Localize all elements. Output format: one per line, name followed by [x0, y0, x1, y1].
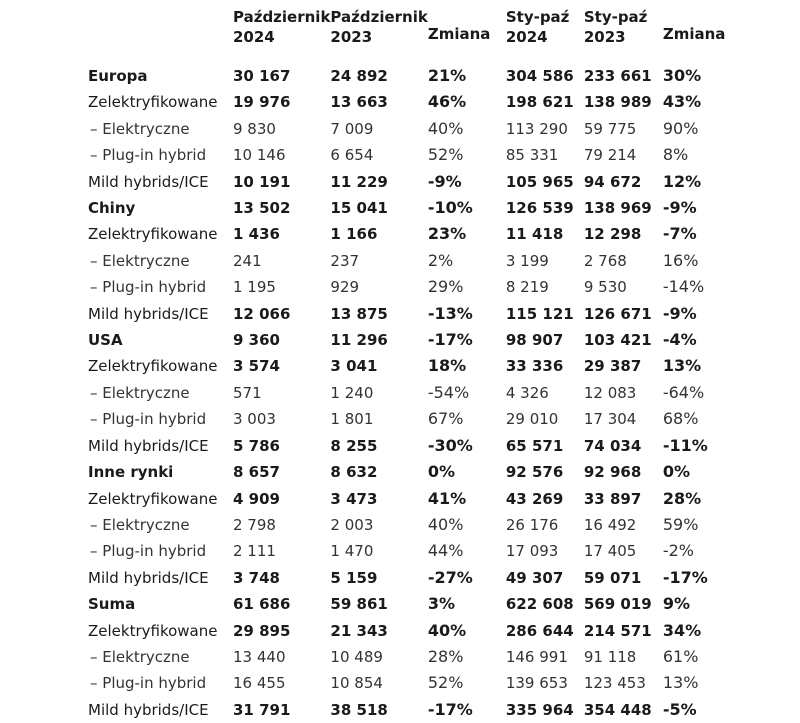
value-cell: 569 019: [583, 595, 652, 614]
value-cell: 16 455: [233, 674, 286, 693]
table-row: [82, 380, 763, 406]
value-cell: 10 489: [330, 647, 383, 666]
change-cell: 59%: [662, 514, 699, 534]
row-label: Zelektryfikowane: [88, 621, 218, 640]
change-cell: -17%: [427, 330, 473, 350]
value-cell: 21 343: [330, 621, 388, 640]
table-row: [82, 565, 763, 591]
value-cell: 33 336: [505, 357, 564, 376]
value-cell: 8 632: [330, 463, 378, 482]
value-cell: 30 167: [233, 67, 291, 85]
header-line: 2023: [583, 28, 626, 46]
value-cell: 126 539: [505, 199, 574, 218]
row-label: Mild hybrids/ICE: [88, 700, 209, 719]
value-cell: 146 991: [505, 647, 568, 666]
change-cell: -4%: [662, 330, 697, 350]
value-cell: 91 118: [583, 647, 637, 666]
table-row: [82, 670, 763, 696]
row-label: Mild hybrids/ICE: [88, 172, 209, 191]
change-cell: -7%: [662, 224, 697, 244]
table-header: [82, 5, 763, 63]
value-cell: 15 041: [330, 199, 388, 218]
value-cell: 29 387: [583, 357, 642, 376]
change-cell: 46%: [427, 92, 467, 112]
value-cell: 3 041: [330, 357, 378, 376]
change-cell: 12%: [662, 171, 702, 191]
value-cell: 11 296: [330, 331, 388, 350]
row-label: – Elektryczne: [90, 119, 190, 138]
change-cell: 13%: [662, 673, 699, 693]
value-cell: 2 798: [233, 515, 276, 534]
row-label: – Elektryczne: [90, 383, 190, 402]
change-cell: 52%: [427, 145, 464, 165]
change-cell: -14%: [662, 277, 705, 297]
change-cell: 67%: [427, 409, 464, 429]
row-label: – Plug-in hybrid: [90, 542, 207, 561]
value-cell: 79 214: [583, 146, 637, 165]
change-cell: 3%: [427, 594, 456, 614]
header-ytd-2024: [506, 5, 584, 63]
header-oct-2023: [330, 5, 427, 63]
value-cell: 237: [330, 251, 360, 270]
table-row: [82, 353, 763, 379]
change-cell: 61%: [662, 646, 699, 666]
value-cell: 241: [233, 251, 262, 270]
value-cell: 17 093: [505, 542, 559, 561]
change-cell: 40%: [427, 620, 467, 640]
header-line: 2023: [330, 28, 373, 46]
value-cell: 11 418: [505, 225, 564, 244]
value-cell: 19 976: [233, 93, 291, 112]
value-cell: 5 159: [330, 568, 378, 587]
change-cell: 28%: [662, 488, 702, 508]
change-cell: 0%: [662, 462, 691, 482]
header-label-col: [82, 5, 233, 63]
value-cell: 1 470: [330, 542, 374, 561]
value-cell: 92 968: [583, 463, 642, 482]
value-cell: 138 969: [583, 199, 652, 218]
table-row: [82, 89, 763, 115]
value-cell: 103 421: [583, 331, 652, 350]
table-row: [82, 591, 763, 617]
change-cell: 43%: [662, 92, 702, 112]
header-line: Sty-paź: [505, 8, 570, 26]
header-ytd-2023: [584, 5, 663, 63]
value-cell: 29 895: [233, 621, 291, 640]
table-row: [82, 63, 763, 89]
change-cell: -27%: [427, 567, 473, 587]
change-cell: 9%: [662, 594, 691, 614]
header-line: Październik: [233, 8, 331, 26]
table-row: [82, 486, 763, 512]
change-cell: 13%: [662, 356, 702, 376]
change-cell: -54%: [427, 382, 470, 402]
table-row: [82, 327, 763, 353]
change-cell: 0%: [427, 462, 456, 482]
value-cell: 98 907: [505, 331, 564, 350]
value-cell: 17 405: [583, 542, 637, 561]
change-cell: 40%: [427, 514, 464, 534]
value-cell: 929: [330, 278, 360, 297]
value-cell: 49 307: [505, 568, 564, 587]
row-label: Zelektryfikowane: [88, 225, 218, 244]
value-cell: 3 199: [505, 251, 549, 270]
header-line: Zmiana: [662, 25, 726, 43]
row-label: – Elektryczne: [90, 647, 190, 666]
value-cell: 43 269: [505, 489, 564, 508]
value-cell: 622 608: [505, 595, 574, 614]
value-cell: 59 861: [330, 595, 388, 614]
value-cell: 3 574: [233, 357, 280, 376]
value-cell: 8 657: [233, 463, 280, 482]
row-label: – Elektryczne: [90, 515, 190, 534]
table-row: [82, 433, 763, 459]
change-cell: 16%: [662, 250, 699, 270]
value-cell: 2 768: [583, 251, 627, 270]
value-cell: 138 989: [583, 93, 652, 112]
value-cell: 115 121: [505, 304, 574, 323]
change-cell: 18%: [427, 356, 467, 376]
change-cell: -9%: [427, 171, 462, 191]
change-cell: 28%: [427, 646, 464, 666]
row-label: – Plug-in hybrid: [90, 146, 207, 165]
table-row: [82, 459, 763, 485]
value-cell: 335 964: [505, 700, 574, 719]
header-change-ytd: [663, 5, 763, 63]
value-cell: 92 576: [505, 463, 564, 482]
value-cell: 3 748: [233, 568, 280, 587]
change-cell: 23%: [427, 224, 467, 244]
value-cell: 6 654: [330, 146, 374, 165]
value-cell: 3 003: [233, 410, 276, 429]
table-row: [82, 406, 763, 432]
change-cell: 90%: [662, 118, 699, 138]
table-row: [82, 512, 763, 538]
value-cell: 8 219: [505, 278, 549, 297]
row-label: Zelektryfikowane: [88, 357, 218, 376]
value-cell: 13 875: [330, 304, 388, 323]
row-label: – Plug-in hybrid: [90, 278, 207, 297]
table-row: [82, 697, 763, 723]
change-cell: -10%: [427, 198, 473, 218]
value-cell: 10 854: [330, 674, 383, 693]
value-cell: 74 034: [583, 436, 642, 455]
row-label: Mild hybrids/ICE: [88, 568, 209, 587]
value-cell: 10 146: [233, 146, 286, 165]
change-cell: -13%: [427, 303, 473, 323]
value-cell: 12 083: [583, 383, 637, 402]
value-cell: 9 830: [233, 119, 276, 138]
change-cell: -64%: [662, 382, 705, 402]
value-cell: 1 166: [330, 225, 378, 244]
row-label: USA: [88, 331, 123, 350]
table-row: [82, 116, 763, 142]
value-cell: 1 436: [233, 225, 280, 244]
row-label: Suma: [88, 595, 136, 614]
value-cell: 29 010: [505, 410, 559, 429]
value-cell: 85 331: [505, 146, 559, 165]
table-row: [82, 221, 763, 247]
value-cell: 8 255: [330, 436, 378, 455]
change-cell: 34%: [662, 620, 702, 640]
header-line: Zmiana: [427, 25, 491, 43]
table-row: [82, 538, 763, 564]
table-row: [82, 301, 763, 327]
value-cell: 214 571: [583, 621, 652, 640]
change-cell: 21%: [427, 66, 467, 85]
table-row: [82, 142, 763, 168]
table-row: [82, 195, 763, 221]
table-row: [82, 169, 763, 195]
row-label: Inne rynki: [88, 463, 174, 482]
change-cell: -9%: [662, 303, 697, 323]
value-cell: 17 304: [583, 410, 637, 429]
header-line: Sty-paź: [583, 8, 648, 26]
table-body: [82, 63, 763, 723]
value-cell: 2 003: [330, 515, 374, 534]
value-cell: 16 492: [583, 515, 637, 534]
change-cell: -2%: [662, 541, 694, 561]
header-row: [82, 5, 763, 63]
header-line: Październik: [330, 8, 428, 26]
value-cell: 304 586: [505, 67, 574, 85]
change-cell: 41%: [427, 488, 467, 508]
row-label: Chiny: [88, 199, 136, 218]
table-row: [82, 644, 763, 670]
value-cell: 31 791: [233, 700, 291, 719]
header-change-oct: [428, 5, 506, 63]
value-cell: 123 453: [583, 674, 646, 693]
value-cell: 198 621: [505, 93, 574, 112]
value-cell: 24 892: [330, 67, 388, 85]
change-cell: 8%: [662, 145, 689, 165]
change-cell: -30%: [427, 435, 473, 455]
value-cell: 94 672: [583, 172, 642, 191]
row-label: Mild hybrids/ICE: [88, 436, 209, 455]
value-cell: 5 786: [233, 436, 280, 455]
row-label: – Plug-in hybrid: [90, 674, 207, 693]
change-cell: -17%: [427, 699, 473, 719]
value-cell: 65 571: [505, 436, 564, 455]
value-cell: 4 909: [233, 489, 280, 508]
header-line: 2024: [505, 28, 548, 46]
value-cell: 4 326: [505, 383, 549, 402]
value-cell: 12 298: [583, 225, 642, 244]
value-cell: 354 448: [583, 700, 652, 719]
change-cell: 40%: [427, 118, 464, 138]
value-cell: 105 965: [505, 172, 574, 191]
value-cell: 59 775: [583, 119, 637, 138]
change-cell: -9%: [662, 198, 697, 218]
row-label: – Plug-in hybrid: [90, 410, 207, 429]
value-cell: 11 229: [330, 172, 388, 191]
change-cell: -5%: [662, 699, 697, 719]
table-row: [82, 248, 763, 274]
table-row: [82, 618, 763, 644]
value-cell: 1 240: [330, 383, 374, 402]
change-cell: 2%: [427, 250, 454, 270]
value-cell: 26 176: [505, 515, 559, 534]
value-cell: 3 473: [330, 489, 378, 508]
value-cell: 10 191: [233, 172, 291, 191]
change-cell: 68%: [662, 409, 699, 429]
value-cell: 9 530: [583, 278, 627, 297]
header-line: 2024: [233, 28, 275, 46]
value-cell: 233 661: [583, 67, 652, 85]
header-oct-2024: [233, 5, 330, 63]
value-cell: 2 111: [233, 542, 276, 561]
value-cell: 9 360: [233, 331, 280, 350]
value-cell: 61 686: [233, 595, 291, 614]
value-cell: 38 518: [330, 700, 388, 719]
change-cell: -11%: [662, 435, 708, 455]
change-cell: 52%: [427, 673, 464, 693]
value-cell: 7 009: [330, 119, 374, 138]
value-cell: 1 801: [330, 410, 374, 429]
value-cell: 139 653: [505, 674, 568, 693]
value-cell: 12 066: [233, 304, 291, 323]
value-cell: 33 897: [583, 489, 642, 508]
value-cell: 286 644: [505, 621, 574, 640]
value-cell: 1 195: [233, 278, 276, 297]
row-label: Zelektryfikowane: [88, 489, 218, 508]
value-cell: 113 290: [505, 119, 568, 138]
value-cell: 13 502: [233, 199, 291, 218]
value-cell: 13 663: [330, 93, 388, 112]
row-label: – Elektryczne: [90, 251, 190, 270]
value-cell: 571: [233, 383, 262, 402]
change-cell: -17%: [662, 567, 708, 587]
row-label: Zelektryfikowane: [88, 93, 218, 112]
value-cell: 126 671: [583, 304, 652, 323]
sales-table: [82, 5, 763, 723]
change-cell: 29%: [427, 277, 464, 297]
table-row: [82, 274, 763, 300]
change-cell: 30%: [662, 66, 702, 85]
row-label: Europa: [88, 67, 148, 85]
change-cell: 44%: [427, 541, 464, 561]
value-cell: 13 440: [233, 647, 286, 666]
value-cell: 59 071: [583, 568, 642, 587]
row-label: Mild hybrids/ICE: [88, 304, 209, 323]
